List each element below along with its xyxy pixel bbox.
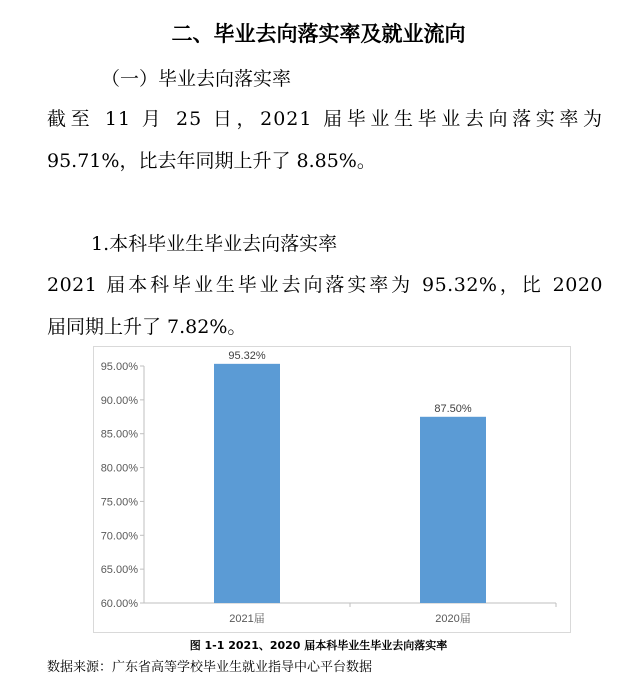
x-tick-label: 2021届 [229, 613, 265, 625]
paragraph-1-line-2: 95.71%，比去年同期上升了 8.85%。 [47, 150, 376, 172]
subsection-heading: （一）毕业去向落实率 [101, 68, 292, 90]
item-heading: 1.本科毕业生毕业去向落实率 [91, 233, 338, 255]
x-tick-label: 2020届 [435, 613, 471, 625]
y-tick-label: 80.00% [100, 462, 138, 475]
bar-value-label: 95.32% [228, 349, 266, 362]
y-tick-label: 75.00% [100, 496, 138, 509]
figure-caption: 图 1-1 2021、2020 届本科毕业生毕业去向落实率 [189, 639, 448, 652]
paragraph-2-line-2: 届同期上升了 7.82%。 [47, 316, 247, 338]
y-tick-label: 90.00% [100, 394, 138, 407]
y-tick-label: 95.00% [100, 361, 138, 373]
y-tick-label: 65.00% [100, 564, 138, 577]
y-tick-label: 60.00% [100, 598, 138, 610]
bar-chart-svg [94, 347, 570, 632]
source-note: 数据来源：广东省高等学校毕业生就业指导中心平台数据 [47, 660, 373, 675]
bar-value-label: 87.50% [434, 402, 472, 415]
bar [214, 364, 280, 603]
paragraph-1-line-1: 截至 11 月 25 日，2021 届毕业生毕业去向落实率为 [47, 108, 603, 130]
y-tick-label: 85.00% [100, 428, 138, 441]
bar [420, 417, 486, 603]
section-heading: 二、毕业去向落实率及就业流向 [171, 22, 466, 46]
paragraph-2-line-1: 2021 届本科毕业生毕业去向落实率为 95.32%，比 2020 [47, 274, 603, 296]
bar-chart [93, 346, 571, 633]
y-tick-label: 70.00% [100, 530, 138, 543]
